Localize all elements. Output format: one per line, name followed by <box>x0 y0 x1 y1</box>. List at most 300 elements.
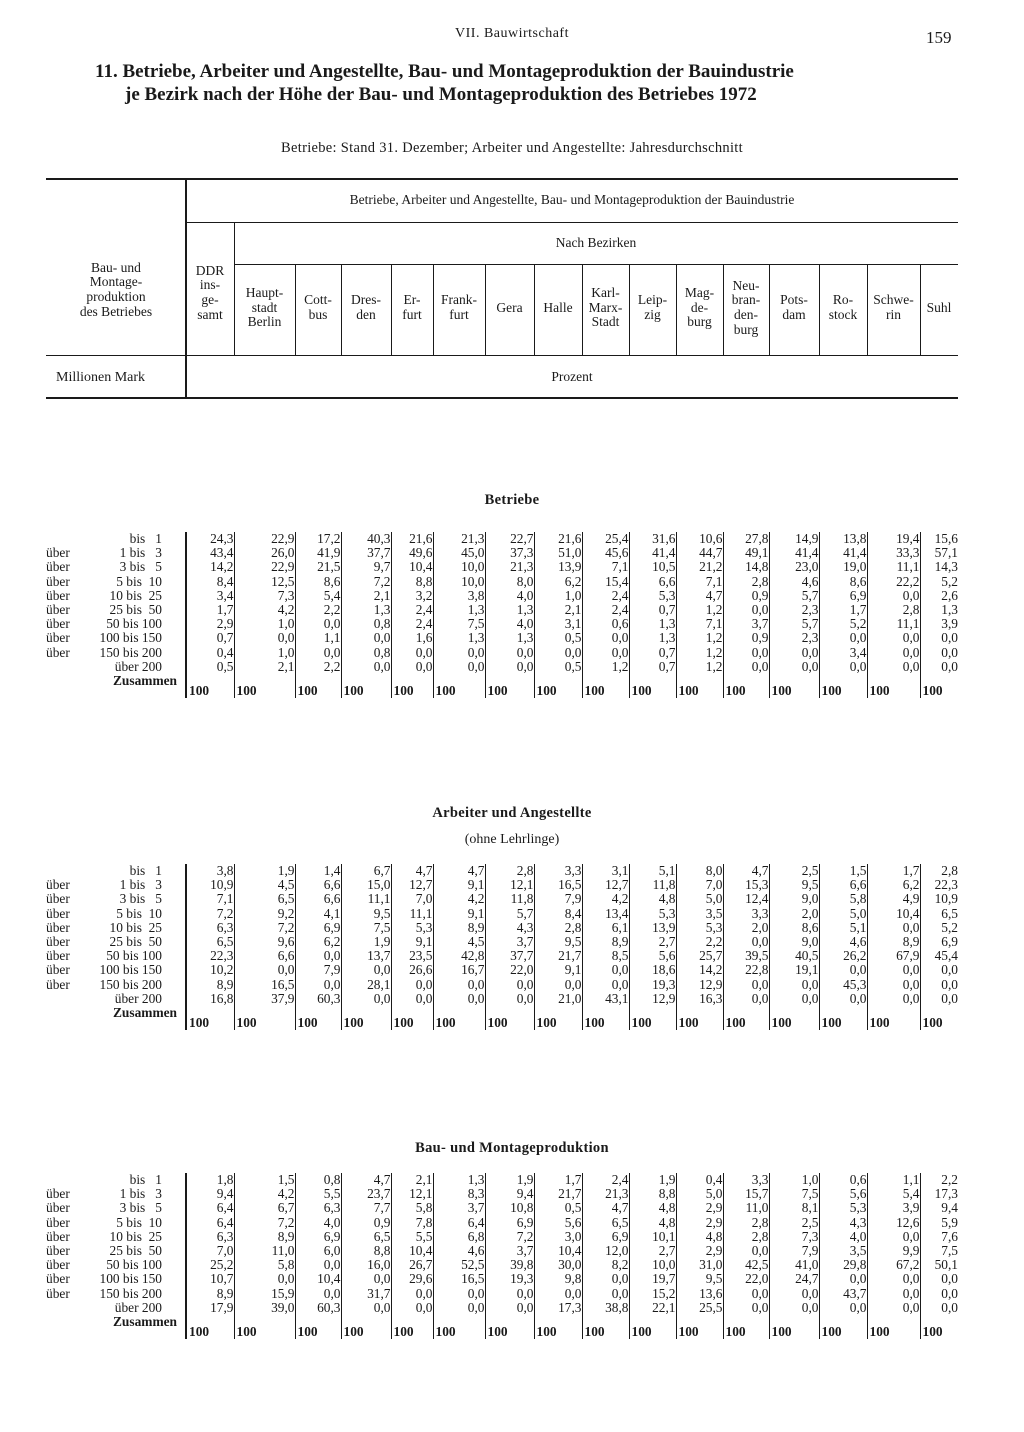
row-label <box>40 1258 186 1272</box>
table-cell: 11,0 <box>723 1201 769 1215</box>
table-cell: 24,7 <box>769 1272 819 1286</box>
table-cell: 15,4 <box>582 575 629 589</box>
table-cell: 43,4 <box>186 546 234 560</box>
table-cell: 7,9 <box>534 892 582 906</box>
table-cell: 1,7 <box>534 1173 582 1187</box>
table-cell: 19,1 <box>769 963 819 977</box>
table-cell: 21,2 <box>676 560 723 574</box>
table-cell: 0,0 <box>433 978 485 992</box>
table-cell: 8,0 <box>676 864 723 878</box>
table-cell: 5,8 <box>234 1258 295 1272</box>
table-cell: 16,3 <box>676 992 723 1006</box>
table-cell: 0,4 <box>186 646 234 660</box>
total-cell: 100 <box>391 1006 433 1030</box>
table-cell: 37,7 <box>341 546 391 560</box>
table-cell: 0,0 <box>485 1301 534 1315</box>
table-cell: 0,0 <box>920 660 958 674</box>
table-cell: 0,0 <box>867 589 920 603</box>
table-cell: 4,0 <box>295 1216 341 1230</box>
total-cell: 100 <box>723 674 769 698</box>
table-cell: 22,2 <box>867 575 920 589</box>
table-cell: 6,9 <box>295 1230 341 1244</box>
table-cell: 21,7 <box>534 949 582 963</box>
table-row <box>40 864 958 878</box>
table-cell: 9,6 <box>234 935 295 949</box>
row-label-range: 1 bis 3 <box>119 877 162 893</box>
table-cell: 0,0 <box>433 992 485 1006</box>
table-cell: 10,0 <box>433 575 485 589</box>
row-label <box>40 949 186 963</box>
table-cell: 0,0 <box>920 631 958 645</box>
table-cell: 3,7 <box>485 1244 534 1258</box>
table-cell: 0,0 <box>582 978 629 992</box>
table-cell: 43,7 <box>819 1287 867 1301</box>
table-cell: 40,3 <box>341 532 391 546</box>
table-cell: 12,1 <box>485 878 534 892</box>
table-cell: 41,4 <box>769 546 819 560</box>
table-cell: 2,9 <box>186 617 234 631</box>
table-cell: 4,0 <box>485 589 534 603</box>
table-cell: 6,5 <box>582 1216 629 1230</box>
table-title <box>95 60 965 106</box>
table-cell: 1,2 <box>676 631 723 645</box>
row-label <box>40 589 186 603</box>
table-cell: 0,0 <box>769 992 819 1006</box>
table-row <box>40 617 958 631</box>
table-cell: 0,0 <box>867 1301 920 1315</box>
table-cell: 0,0 <box>341 1301 391 1315</box>
row-label-range: 5 bis 10 <box>116 573 162 589</box>
table-cell: 7,7 <box>341 1201 391 1215</box>
table-cell: 10,2 <box>186 963 234 977</box>
table-cell: 15,7 <box>723 1187 769 1201</box>
table-cell: 24,3 <box>186 532 234 546</box>
table-cell: 10,5 <box>629 560 676 574</box>
table-cell: 0,0 <box>867 631 920 645</box>
table-cell: 5,6 <box>534 1216 582 1230</box>
table-cell: 2,2 <box>920 1173 958 1187</box>
row-label-range: 150 bis 200 <box>99 976 162 992</box>
table-cell: 5,0 <box>676 1187 723 1201</box>
table-cell: 0,9 <box>341 1216 391 1230</box>
table-row <box>40 631 958 645</box>
table-row <box>40 1287 958 1301</box>
table-row <box>40 1301 958 1315</box>
table-cell: 9,1 <box>534 963 582 977</box>
column-header: Frank- furt <box>441 292 477 322</box>
row-label <box>40 1216 186 1230</box>
table-cell: 0,0 <box>295 646 341 660</box>
table-cell: 0,0 <box>819 631 867 645</box>
row-label <box>40 907 186 921</box>
table-cell: 2,8 <box>920 864 958 878</box>
table-cell: 0,0 <box>867 660 920 674</box>
table-cell: 0,5 <box>534 631 582 645</box>
total-cell: 100 <box>676 674 723 698</box>
total-cell: 100 <box>534 1315 582 1339</box>
table-cell: 2,4 <box>582 603 629 617</box>
table-cell: 45,4 <box>920 949 958 963</box>
table-cell: 2,7 <box>629 1244 676 1258</box>
table-cell: 6,9 <box>295 921 341 935</box>
table-cell: 10,4 <box>867 907 920 921</box>
table-row <box>40 546 958 560</box>
total-cell: 100 <box>629 1006 676 1030</box>
table-cell: 0,0 <box>433 1301 485 1315</box>
table-cell: 1,3 <box>629 617 676 631</box>
table-cell: 4,7 <box>433 864 485 878</box>
table-row <box>40 646 958 660</box>
table-row <box>40 949 958 963</box>
table-cell: 23,5 <box>391 949 433 963</box>
table-cell: 7,2 <box>234 1216 295 1230</box>
table-cell: 0,7 <box>629 603 676 617</box>
table-cell: 7,2 <box>234 921 295 935</box>
table-cell: 19,3 <box>485 1272 534 1286</box>
table-cell: 25,7 <box>676 949 723 963</box>
table-cell: 8,4 <box>186 575 234 589</box>
table-cell: 39,5 <box>723 949 769 963</box>
table-cell: 9,0 <box>769 935 819 949</box>
total-cell: 100 <box>295 674 341 698</box>
row-label <box>40 1272 186 1286</box>
table-cell: 0,0 <box>920 1301 958 1315</box>
table-cell: 13,9 <box>629 921 676 935</box>
table-cell: 13,8 <box>819 532 867 546</box>
table-cell: 4,6 <box>433 1244 485 1258</box>
total-cell: 100 <box>629 674 676 698</box>
table-cell: 8,5 <box>582 949 629 963</box>
table-cell: 39,8 <box>485 1258 534 1272</box>
table-cell: 41,4 <box>629 546 676 560</box>
total-cell: 100 <box>769 1315 819 1339</box>
row-label-prefix: über <box>46 962 70 978</box>
table-cell: 29,6 <box>391 1272 433 1286</box>
table-cell: 2,8 <box>534 921 582 935</box>
table-cell: 13,6 <box>676 1287 723 1301</box>
table-cell: 3,7 <box>485 935 534 949</box>
row-label <box>40 1301 186 1315</box>
row-label-range: 25 bis 50 <box>109 602 162 618</box>
table-cell: 8,9 <box>867 935 920 949</box>
table-cell: 0,0 <box>819 660 867 674</box>
table-cell: 0,0 <box>723 603 769 617</box>
total-cell: 100 <box>433 674 485 698</box>
column-header: Cott- bus <box>304 292 332 322</box>
table-cell: 8,3 <box>433 1187 485 1201</box>
table-cell: 0,0 <box>920 1287 958 1301</box>
table-cell: 11,0 <box>234 1244 295 1258</box>
table-cell: 6,7 <box>341 864 391 878</box>
table-cell: 6,2 <box>534 575 582 589</box>
section-title: Bau- und Montageproduktion <box>415 1140 609 1156</box>
table-cell: 3,9 <box>867 1201 920 1215</box>
table-cell: 10,7 <box>186 1272 234 1286</box>
row-label-range: 3 bis 5 <box>119 1200 162 1216</box>
column-header: Halle <box>543 299 573 315</box>
table-cell: 22,7 <box>485 532 534 546</box>
table-cell: 13,4 <box>582 907 629 921</box>
table-cell: 7,9 <box>769 1244 819 1258</box>
row-label-prefix: über <box>46 573 70 589</box>
table-cell: 11,1 <box>867 617 920 631</box>
table-cell: 0,0 <box>867 992 920 1006</box>
table-cell: 7,0 <box>186 1244 234 1258</box>
table-cell: 4,5 <box>433 935 485 949</box>
table-cell: 22,3 <box>920 878 958 892</box>
table-cell: 9,1 <box>433 878 485 892</box>
table-cell: 0,8 <box>341 646 391 660</box>
table-cell: 0,0 <box>582 631 629 645</box>
table-row <box>40 1244 958 1258</box>
table-cell: 41,0 <box>769 1258 819 1272</box>
column-divider <box>534 264 535 355</box>
table-cell: 67,2 <box>867 1258 920 1272</box>
row-label-range: 100 bis 150 <box>99 630 162 646</box>
table-cell: 6,3 <box>186 1230 234 1244</box>
table-cell: 6,7 <box>234 1201 295 1215</box>
row-label <box>40 546 186 560</box>
table-row <box>40 1272 958 1286</box>
table-cell: 0,0 <box>723 992 769 1006</box>
column-divider <box>819 264 820 355</box>
table-cell: 8,9 <box>433 921 485 935</box>
table-cell: 4,7 <box>723 864 769 878</box>
table-cell: 6,1 <box>582 921 629 935</box>
table-cell: 0,0 <box>920 978 958 992</box>
total-cell: 100 <box>186 674 234 698</box>
table-subtitle: Betriebe: Stand 31. Dezember; Arbeiter und Angestellte: Jahresdurchschnitt <box>281 140 743 156</box>
table-cell: 0,0 <box>819 1301 867 1315</box>
table-cell: 0,0 <box>920 646 958 660</box>
table-cell: 2,1 <box>234 660 295 674</box>
table-cell: 0,8 <box>295 1173 341 1187</box>
table-cell: 0,0 <box>391 992 433 1006</box>
total-cell: 100 <box>341 674 391 698</box>
table-cell: 21,6 <box>534 532 582 546</box>
total-cell: 100 <box>867 1315 920 1339</box>
column-header: Dres- den <box>351 292 381 322</box>
table-cell: 5,3 <box>629 589 676 603</box>
total-label-cell <box>40 1006 186 1030</box>
table-cell: 3,7 <box>433 1201 485 1215</box>
table-cell: 4,7 <box>341 1173 391 1187</box>
table-cell: 6,9 <box>582 1230 629 1244</box>
table-cell: 2,4 <box>582 1173 629 1187</box>
total-cell: 100 <box>485 1315 534 1339</box>
total-label: Zusammen <box>113 1005 177 1021</box>
column-divider <box>485 264 486 355</box>
table-cell: 8,6 <box>769 921 819 935</box>
table-cell: 9,2 <box>234 907 295 921</box>
table-cell: 10,4 <box>534 1244 582 1258</box>
total-row <box>40 674 958 698</box>
table-cell: 0,0 <box>867 921 920 935</box>
table-cell: 7,8 <box>391 1216 433 1230</box>
table-cell: 37,7 <box>485 949 534 963</box>
table-cell: 43,1 <box>582 992 629 1006</box>
table-cell: 19,3 <box>629 978 676 992</box>
row-label <box>40 1230 186 1244</box>
table-cell: 15,0 <box>341 878 391 892</box>
table-cell: 5,8 <box>391 1201 433 1215</box>
row-label-prefix: über <box>46 934 70 950</box>
table-cell: 14,9 <box>769 532 819 546</box>
total-cell: 100 <box>295 1315 341 1339</box>
table-cell: 16,7 <box>433 963 485 977</box>
table-cell: 6,2 <box>867 878 920 892</box>
row-label-prefix: über <box>46 905 70 921</box>
table-cell: 21,3 <box>433 532 485 546</box>
table-cell: 0,0 <box>769 646 819 660</box>
row-label-range: 100 bis 150 <box>99 962 162 978</box>
table-cell: 4,6 <box>769 575 819 589</box>
table-cell: 4,0 <box>819 1230 867 1244</box>
table-cell: 22,1 <box>629 1301 676 1315</box>
table-cell: 1,3 <box>629 631 676 645</box>
row-label-prefix: über <box>46 602 70 618</box>
bezirke-heading: Nach Bezirken <box>555 234 637 250</box>
table-cell: 6,5 <box>234 892 295 906</box>
table-cell: 26,6 <box>391 963 433 977</box>
table-cell: 3,4 <box>819 646 867 660</box>
table-cell: 7,5 <box>769 1187 819 1201</box>
total-cell: 100 <box>920 1315 958 1339</box>
data-table <box>40 1173 958 1339</box>
table-cell: 3,1 <box>534 617 582 631</box>
table-cell: 0,0 <box>582 1287 629 1301</box>
total-cell: 100 <box>867 674 920 698</box>
row-label <box>40 1201 186 1215</box>
table-cell: 5,5 <box>391 1230 433 1244</box>
table-cell: 0,0 <box>867 978 920 992</box>
table-row <box>40 935 958 949</box>
row-label <box>40 560 186 574</box>
table-cell: 10,0 <box>433 560 485 574</box>
table-cell: 1,9 <box>485 1173 534 1187</box>
table-cell: 5,3 <box>819 1201 867 1215</box>
row-unit-label: Millionen Mark <box>56 370 146 385</box>
table-cell: 15,9 <box>234 1287 295 1301</box>
table-cell: 2,0 <box>769 907 819 921</box>
table-cell: 2,8 <box>723 575 769 589</box>
table-cell: 21,7 <box>534 1187 582 1201</box>
table-cell: 45,0 <box>433 546 485 560</box>
table-cell: 4,3 <box>485 921 534 935</box>
row-label <box>40 575 186 589</box>
column-header: Pots- dam <box>780 292 808 322</box>
table-cell: 0,6 <box>819 1173 867 1187</box>
table-cell: 2,9 <box>676 1201 723 1215</box>
table-cell: 5,9 <box>920 1216 958 1230</box>
table-cell: 33,3 <box>867 546 920 560</box>
row-label <box>40 935 186 949</box>
table-cell: 0,0 <box>867 646 920 660</box>
total-cell: 100 <box>534 1006 582 1030</box>
left-header-rule <box>46 355 186 356</box>
table-cell: 1,4 <box>295 864 341 878</box>
table-cell: 5,3 <box>676 921 723 935</box>
row-label-prefix: über <box>46 1285 70 1301</box>
column-header: Ro- stock <box>828 292 858 322</box>
table-cell: 21,6 <box>391 532 433 546</box>
table-cell: 0,0 <box>723 646 769 660</box>
table-cell: 0,0 <box>819 963 867 977</box>
table-cell: 11,8 <box>485 892 534 906</box>
table-title-line-1: 11. Betriebe, Arbeiter und Angestellte, Bau- und Montageproduktion der Bauindustrie <box>95 61 794 82</box>
column-header: Er- furt <box>402 292 422 322</box>
table-cell: 1,2 <box>676 660 723 674</box>
table-cell: 18,6 <box>629 963 676 977</box>
row-label-prefix: über <box>46 877 70 893</box>
row-label-range: bis 1 <box>129 863 162 878</box>
table-cell: 17,3 <box>920 1187 958 1201</box>
table-cell: 5,5 <box>295 1187 341 1201</box>
table-cell: 2,4 <box>391 603 433 617</box>
table-cell: 5,1 <box>819 921 867 935</box>
column-header-rule <box>186 355 958 356</box>
table-cell: 0,0 <box>819 992 867 1006</box>
group-heading: Betriebe, Arbeiter und Angestellte, Bau- und Montageproduktion der Bauindustrie <box>349 191 795 207</box>
row-label-range: 50 bis 100 <box>106 616 162 632</box>
table-cell: 11,1 <box>867 560 920 574</box>
table-cell: 6,6 <box>819 878 867 892</box>
table-cell: 7,0 <box>676 878 723 892</box>
table-cell: 23,7 <box>341 1187 391 1201</box>
table-row <box>40 575 958 589</box>
table-cell: 6,9 <box>485 1216 534 1230</box>
table-cell: 2,8 <box>867 603 920 617</box>
table-row <box>40 589 958 603</box>
column-header: Leip- zig <box>637 292 668 322</box>
row-label-range: 25 bis 50 <box>109 1243 162 1259</box>
table-cell: 12,5 <box>234 575 295 589</box>
table-cell: 0,0 <box>534 646 582 660</box>
table-cell: 1,9 <box>234 864 295 878</box>
table-cell: 11,1 <box>391 907 433 921</box>
table-cell: 0,0 <box>234 963 295 977</box>
table-cell: 1,3 <box>341 603 391 617</box>
row-label-prefix: über <box>46 1186 70 1202</box>
table-row <box>40 1173 958 1187</box>
table-cell: 7,1 <box>186 892 234 906</box>
table-cell: 0,0 <box>920 992 958 1006</box>
total-cell: 100 <box>920 1006 958 1030</box>
row-label-prefix: über <box>46 630 70 646</box>
table-cell: 1,7 <box>867 864 920 878</box>
row-label <box>40 892 186 906</box>
table-cell: 3,3 <box>723 1173 769 1187</box>
table-cell: 10,9 <box>920 892 958 906</box>
table-cell: 16,5 <box>234 978 295 992</box>
total-cell: 100 <box>341 1315 391 1339</box>
table-cell: 15,6 <box>920 532 958 546</box>
table-cell: 4,2 <box>234 1187 295 1201</box>
table-cell: 0,0 <box>485 1287 534 1301</box>
row-label-range: 10 bis 25 <box>109 1228 162 1244</box>
table-cell: 0,0 <box>582 963 629 977</box>
total-cell: 100 <box>433 1315 485 1339</box>
table-cell: 3,2 <box>391 589 433 603</box>
table-cell: 3,9 <box>920 617 958 631</box>
table-cell: 9,8 <box>534 1272 582 1286</box>
table-cell: 11,1 <box>341 892 391 906</box>
table-row <box>40 1230 958 1244</box>
table-cell: 0,0 <box>485 660 534 674</box>
table-cell: 9,9 <box>867 1244 920 1258</box>
table-cell: 9,4 <box>186 1187 234 1201</box>
row-label-prefix: über <box>46 1243 70 1259</box>
